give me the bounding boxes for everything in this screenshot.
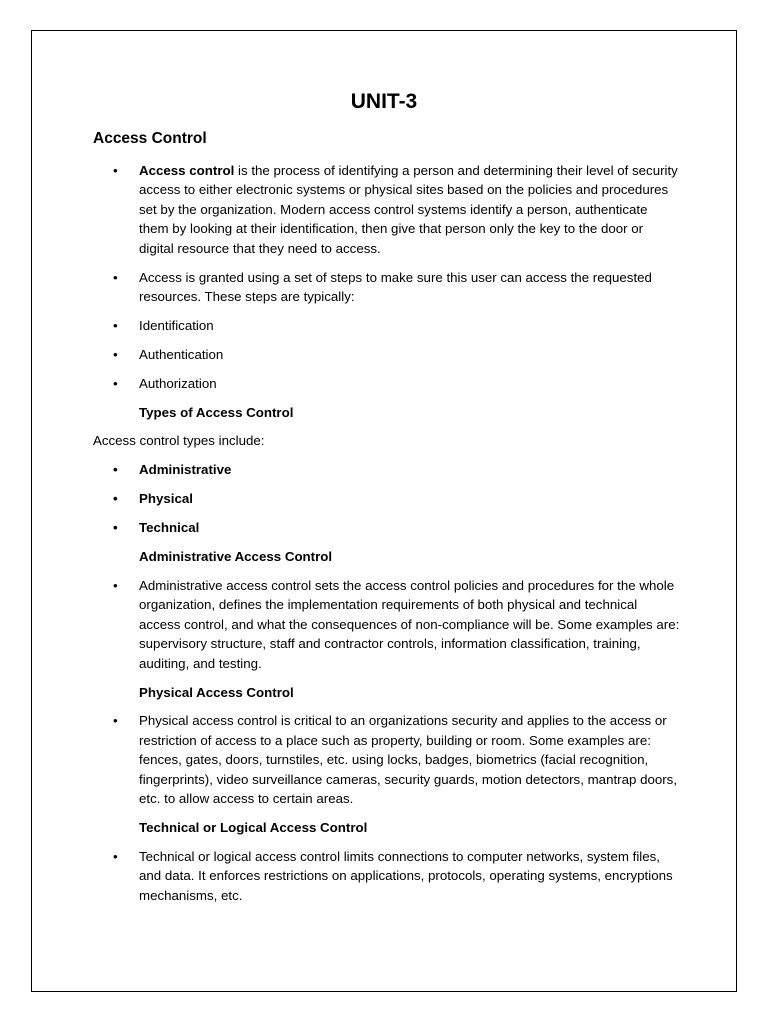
bullet-icon: •: [113, 269, 118, 285]
list-item-type-administrative: [0, 460, 768, 479]
list-item-administrative-description: [0, 576, 768, 673]
list-item-text: Authorization: [139, 375, 217, 391]
bullet-icon: •: [113, 848, 118, 864]
list-item-text: Technical or logical access control limits connections to computer networks, system files, and data. It enforces restrictions on applications, protocols, operating systems, encryptions mechanisms, etc.: [139, 848, 673, 903]
bullet-icon: •: [113, 462, 118, 478]
list-item-physical-description: [0, 711, 768, 808]
subheading-types: Types of Access Control: [139, 404, 294, 420]
list-item-type-physical: [0, 489, 768, 508]
bullet-icon: •: [113, 491, 118, 507]
bullet-icon: •: [113, 520, 118, 536]
list-item-text: Administrative access control sets the access control policies and procedures for the whole organization, defines the implementation requirements of both physical and technical access control, and what the consequences of non-compliance will be. Some examples are: supervisory structure, staff and contractor controls, information classification, training, auditing, and testing.: [139, 578, 680, 671]
list-item-text: Access is granted using a set of steps to make sure this user can access the requested resources. These steps are typically:: [139, 269, 652, 304]
list-item-text: Technical: [139, 520, 200, 536]
list-item-text: Authentication: [139, 346, 224, 362]
bullet-icon: •: [113, 163, 118, 178]
bullet-icon: •: [113, 317, 118, 333]
list-item-identification: [0, 316, 768, 335]
list-item-definition: [0, 161, 768, 258]
subheading-physical: Physical Access Control: [139, 684, 294, 700]
definition-term: Access control: [139, 163, 235, 178]
list-item-text: Identification: [139, 317, 214, 333]
subheading-administrative: Administrative Access Control: [139, 549, 333, 565]
list-item-text: Physical access control is critical to an organizations security and applies to the access or restriction of access to a place such as property, building or room. Some examples are: fences, gates, doors, turnstiles, etc. using locks, badges, biometrics (facial recognition, fingerprints), video surveillance cameras, security guards, motion detectors, mantrap doors, etc. to allow access to certain areas.: [139, 713, 678, 807]
definition-text: is the process of identifying a person and determining their level of security access to either electronic systems or physical sites based on the policies and procedures set by the organization. Modern access control systems identify a person, authenticate them by looking at their identification, then give that person only the key to the door or digital resource that they need to access.: [139, 163, 678, 256]
list-item-text: Physical: [139, 491, 193, 507]
bullet-icon: •: [113, 713, 118, 729]
bullet-icon: •: [113, 578, 118, 593]
list-item-authentication: [0, 345, 768, 364]
bullet-icon: •: [113, 346, 118, 362]
document-body: [0, 161, 768, 915]
list-item-text: Administrative: [139, 462, 232, 478]
list-item-authorization: [0, 374, 768, 393]
list-item-technical-description: [0, 847, 768, 905]
list-item-type-technical: [0, 518, 768, 537]
list-item-steps-intro: [0, 268, 768, 307]
subheading-technical: Technical or Logical Access Control: [139, 819, 368, 835]
page-title: UNIT-3: [350, 90, 418, 113]
bullet-icon: •: [113, 375, 118, 391]
section-heading-access-control: Access Control: [93, 130, 207, 147]
types-intro: Access control types include:: [93, 433, 265, 449]
